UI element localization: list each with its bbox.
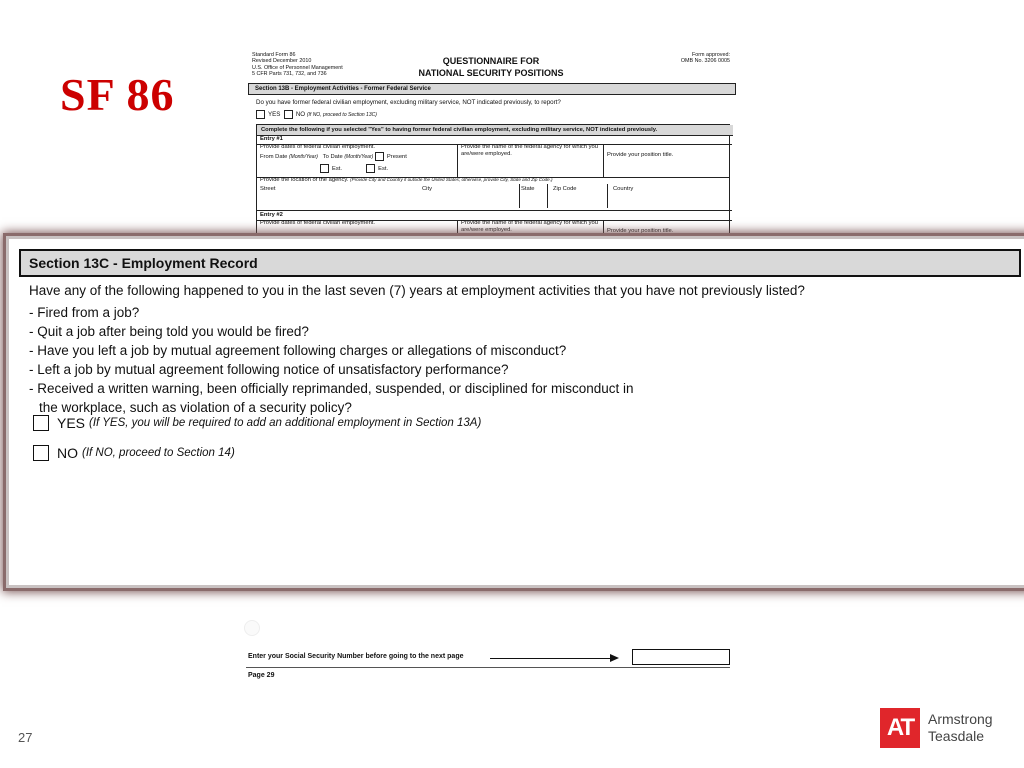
logo-line1: Armstrong [928, 711, 993, 727]
city-label: City [422, 186, 432, 192]
form-page [246, 48, 734, 248]
list-item: the workplace, such as violation of a security policy? [39, 400, 352, 415]
to-est-checkbox[interactable] [366, 164, 375, 173]
form-revision-line: Revised December 2010 [252, 58, 312, 65]
location-row [257, 177, 732, 211]
position-cell [603, 144, 727, 177]
yes-note: (If YES, you will be required to add an additional employment in Section 13A) [89, 417, 482, 429]
yes-label: YES [57, 415, 86, 431]
from-to-line [260, 152, 456, 161]
slide-title: SF 86 [60, 69, 175, 120]
state-label: State [521, 186, 535, 192]
section-13b-table [256, 124, 730, 249]
armstrong-teasdale-logo [880, 708, 993, 748]
from-month-year: (Month/Year) [289, 154, 318, 161]
entry-2-dates-label: Provide dates of federal civilian employment. [260, 220, 376, 226]
section-13b-yes-checkbox[interactable] [256, 110, 265, 119]
location-label: Provide the location of the agency. [260, 177, 349, 183]
location-note: (Provide City and Country if outside the United States; otherwise, provide City, State and Zip Code.) [350, 177, 553, 182]
entry-2-agency-label: Provide the name of the federal agency for which you are/were employed. [461, 220, 598, 234]
no-checkbox[interactable] [33, 445, 49, 461]
ssn-prompt: Enter your Social Security Number before going to the next page [248, 653, 464, 660]
list-item: - Left a job by mutual agreement following notice of unsatisfactory performance? [29, 362, 509, 377]
complete-note: Complete the following if you selected "Yes" to having former federal civilian employment, excluding military service, NOT indicated previously. [257, 125, 733, 136]
dates-label: Provide dates of federal civilian employment. [260, 144, 376, 150]
form-omb-number: OMB No. 3206 0005 [680, 58, 730, 65]
logo-mark-icon: AT [880, 708, 920, 748]
ssn-input-box[interactable] [632, 649, 730, 665]
section-13c-question: Have any of the following happened to you in the last seven (7) years at employment activities that you have not previously listed? [29, 283, 805, 298]
form-id-line: Standard Form 86 [252, 52, 296, 58]
from-est-label: Est. [332, 165, 342, 172]
form-agency-line: U.S. Office of Personnel Management [252, 64, 343, 71]
form-page-number: Page 29 [248, 672, 275, 679]
arrow-right-icon [610, 654, 619, 662]
entry-2-position-label: Provide your position title. [607, 228, 674, 234]
logo-text [928, 711, 993, 745]
from-est-checkbox[interactable] [320, 164, 329, 173]
section-13b-no-note: (If NO, proceed to Section 13C) [306, 112, 377, 119]
no-note: (If NO, proceed to Section 14) [82, 447, 235, 459]
street-label: Street [260, 186, 276, 192]
list-item: - Fired from a job? [29, 305, 140, 320]
list-item: - Quit a job after being told you would be fired? [29, 324, 309, 339]
section-13c-zoom-panel [6, 236, 1024, 588]
faint-circle-mark [244, 620, 260, 636]
from-date-label: From Date [260, 154, 288, 161]
section-13b-no-label: NO [295, 111, 306, 119]
arrow-line [490, 658, 612, 659]
form-title [406, 56, 576, 79]
section-13b-no-checkbox[interactable] [284, 110, 293, 119]
logo-line2: Teasdale [928, 728, 985, 744]
no-label: NO [57, 445, 78, 461]
form-header-left [252, 52, 372, 78]
present-label: Present [386, 154, 407, 161]
entry-1-dates-row [257, 144, 729, 178]
to-est-label: Est. [378, 165, 389, 172]
to-date-label: To Date [322, 154, 343, 161]
to-month-year: (Month/Year) [344, 154, 374, 161]
slide-number: 27 [18, 730, 33, 745]
position-label: Provide your position title. [607, 152, 674, 158]
form-title-line1: QUESTIONNAIRE FOR [442, 56, 540, 66]
section-13b-yes-label: YES [268, 111, 281, 119]
form-approved: Form approved: [691, 52, 730, 58]
yes-checkbox[interactable] [33, 415, 49, 431]
list-item: - Received a written warning, been officially reprimanded, suspended, or disciplined for misconduct in [29, 381, 634, 396]
agency-label: Provide the name of the federal agency for which you are/were employed. [461, 144, 598, 158]
section-13c-no-option [33, 445, 235, 461]
page-divider [246, 667, 730, 668]
country-label: Country [613, 186, 634, 192]
section-13c-items [29, 303, 634, 417]
section-13b-header: Section 13B - Employment Activities - Former Federal Service [248, 83, 736, 95]
section-13b-question: Do you have former federal civilian employment, excluding military service, NOT indicated previously, to report? [256, 99, 561, 106]
entry-1-label: Entry #1 [257, 135, 732, 145]
entry-1-dates-cell [257, 144, 456, 177]
agency-cell [457, 144, 601, 177]
list-item: - Have you left a job by mutual agreement following charges or allegations of misconduct? [29, 343, 567, 358]
section-13b-options [256, 110, 377, 119]
section-13c-yes-option [33, 415, 481, 431]
present-checkbox[interactable] [375, 152, 384, 161]
entry-2-label: Entry #2 [257, 210, 732, 221]
location-label-line [260, 177, 732, 184]
est-line [260, 164, 456, 173]
form-title-line2: NATIONAL SECURITY POSITIONS [418, 67, 564, 78]
zip-label: Zip Code [553, 186, 577, 192]
form-header-right [620, 52, 730, 65]
section-13c-header: Section 13C - Employment Record [19, 249, 1021, 277]
form-cfr-line: 5 CFR Parts 731, 732, and 736 [252, 71, 327, 78]
